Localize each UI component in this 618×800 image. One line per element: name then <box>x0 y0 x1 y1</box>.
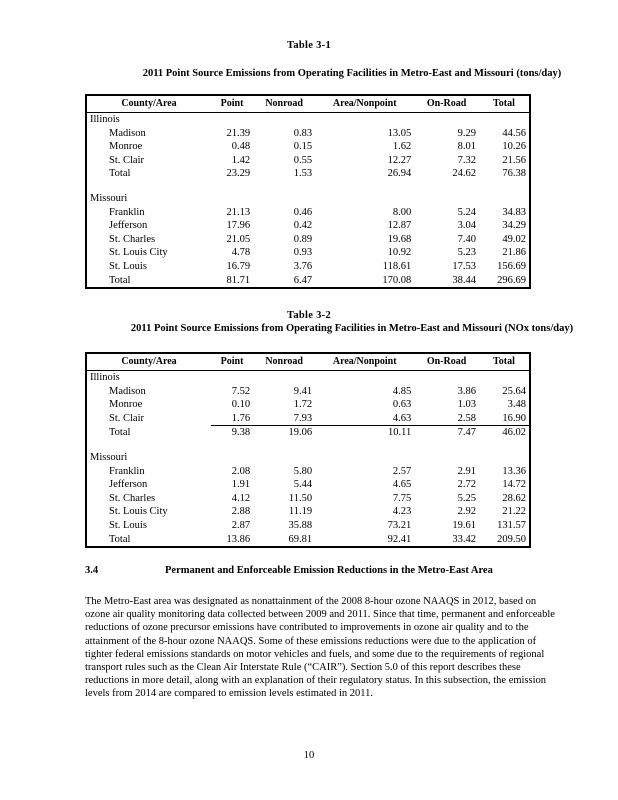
table1-state-row <box>86 192 530 206</box>
cell: 5.23 <box>457 247 476 259</box>
county-name: St. Clair <box>109 413 145 425</box>
cell: 92.41 <box>387 533 412 545</box>
table-row <box>86 260 530 274</box>
cell: 0.48 <box>231 141 251 153</box>
cell: 35.88 <box>288 519 313 531</box>
table1-header-point: Point <box>211 95 253 113</box>
cell: 38.44 <box>452 274 476 286</box>
section-number: 3.4 <box>85 565 99 576</box>
table-row <box>86 465 530 479</box>
cell: 11.50 <box>288 492 313 504</box>
cell: 9.41 <box>293 385 313 397</box>
cell: 118.61 <box>382 260 412 272</box>
cell: 1.76 <box>231 412 251 424</box>
cell: 4.78 <box>231 247 251 259</box>
cell: 13.36 <box>502 465 526 477</box>
cell: 69.81 <box>288 533 313 545</box>
cell: 1.62 <box>392 141 412 153</box>
table-row <box>86 140 530 154</box>
cell: 10.26 <box>502 141 526 153</box>
cell: 16.79 <box>226 260 251 272</box>
county-name: Franklin <box>109 206 145 218</box>
cell: 2.87 <box>231 519 251 531</box>
cell: 1.53 <box>293 168 313 180</box>
table-row <box>86 505 530 519</box>
table2-subtitle: 2011 Point Source Emissions from Operating Facilities in Metro-East and Missouri (NOx tons/day) <box>130 323 574 334</box>
cell: 10.11 <box>315 426 414 440</box>
cell: 1.72 <box>293 399 313 411</box>
spacer-row <box>86 181 530 192</box>
cell: 156.69 <box>497 260 526 272</box>
cell: 13.05 <box>387 127 412 139</box>
table-row <box>86 246 530 260</box>
cell: 19.06 <box>253 426 315 440</box>
cell: 2.92 <box>457 506 476 518</box>
table2-header-county: County/Area <box>86 353 211 371</box>
table-total-row <box>86 274 530 289</box>
table-total-row <box>86 167 530 181</box>
cell: 2.58 <box>457 412 476 424</box>
county-name: St. Charles <box>109 233 156 245</box>
section-title: Permanent and Enforceable Emission Reductions in the Metro-East Area <box>165 565 493 576</box>
state-label: Illinois <box>90 372 120 384</box>
cell: 0.63 <box>392 399 412 411</box>
page-number: 10 <box>303 750 315 761</box>
cell: 3.48 <box>507 399 526 411</box>
cell: 9.38 <box>211 426 253 440</box>
county-name: Madison <box>109 127 146 139</box>
cell: 21.39 <box>226 127 251 139</box>
cell: 44.56 <box>502 127 526 139</box>
county-name: St. Louis <box>109 260 147 272</box>
cell: 21.56 <box>502 154 526 166</box>
cell: 23.29 <box>226 168 251 180</box>
cell: 5.24 <box>457 206 476 218</box>
table-row <box>86 398 530 412</box>
cell: 26.94 <box>387 168 412 180</box>
cell: 34.29 <box>502 220 526 232</box>
county-name: Total <box>109 168 131 180</box>
cell: 5.80 <box>293 465 313 477</box>
cell: 0.42 <box>293 220 313 232</box>
cell: 3.04 <box>457 220 476 232</box>
cell: 4.12 <box>231 492 251 504</box>
table2-header-onroad: On-Road <box>414 353 479 371</box>
cell: 4.23 <box>392 506 412 518</box>
cell: 1.42 <box>231 154 251 166</box>
cell: 7.32 <box>457 154 476 166</box>
table-row <box>86 233 530 247</box>
cell: 28.62 <box>502 492 526 504</box>
state-label: Illinois <box>90 114 120 126</box>
cell: 4.65 <box>392 479 412 491</box>
cell: 81.71 <box>226 274 251 286</box>
section-heading <box>85 565 615 576</box>
cell: 0.89 <box>293 233 313 245</box>
cell: 7.40 <box>457 233 476 245</box>
table-row <box>86 219 530 233</box>
cell: 33.42 <box>452 533 476 545</box>
cell: 4.85 <box>392 385 412 397</box>
cell: 34.83 <box>502 206 526 218</box>
cell: 73.21 <box>387 519 412 531</box>
table-row <box>86 492 530 506</box>
cell: 12.27 <box>387 154 412 166</box>
cell: 17.96 <box>226 220 251 232</box>
county-name: St. Louis City <box>109 247 168 259</box>
cell: 46.02 <box>479 426 530 440</box>
cell: 3.86 <box>457 385 476 397</box>
spacer-row <box>86 440 530 451</box>
county-name: St. Charles <box>109 492 156 504</box>
cell: 25.64 <box>502 385 526 397</box>
cell: 19.68 <box>387 233 412 245</box>
cell: 13.86 <box>226 533 251 545</box>
table1-state-row <box>86 113 530 127</box>
table2-header-area: Area/Nonpoint <box>315 353 414 371</box>
cell: 12.87 <box>387 220 412 232</box>
cell: 2.57 <box>392 465 412 477</box>
cell: 0.93 <box>293 247 313 259</box>
table1-header-nonroad: Nonroad <box>253 95 315 113</box>
cell: 10.92 <box>387 247 412 259</box>
county-name: Madison <box>109 385 146 397</box>
state-label: Missouri <box>90 193 128 205</box>
cell: 8.00 <box>392 206 412 218</box>
county-name: St. Louis <box>109 519 147 531</box>
cell: 0.55 <box>293 154 313 166</box>
cell: 0.10 <box>231 399 251 411</box>
cell: 7.75 <box>392 492 412 504</box>
table2-state-row <box>86 451 530 465</box>
cell: 11.19 <box>288 506 313 518</box>
state-label: Missouri <box>90 452 128 464</box>
cell: 0.15 <box>293 141 313 153</box>
table2 <box>85 352 531 548</box>
cell: 4.63 <box>392 412 412 424</box>
table1-header-row <box>86 95 530 113</box>
body-paragraph: The Metro-East area was designated as nonattainment of the 2008 8-hour ozone NAAQS in 2012, based on ozone air quality monitoring data collected between 2009 and 2011. Since that time, permanent and enforceable reductions of ozone precursor emissions have contributed to improvements in ozone air quality and to the attainment of the 8-hour ozone NAAQS. Some of these emissions reductions were due to the application of tighter federal emissions standards on motor vehicles and fuels, and some due to the requirements of regional transport rules such as the Clean Air Interstate Rule (“CAIR”). Section 5.0 of this report describes these reductions in more detail, along with an explanation of their regulatory status. In this subsection, the emission levels from 2014 are compared to emission levels estimated in 2011. <box>85 596 555 700</box>
cell: 7.52 <box>231 385 251 397</box>
table-row <box>86 519 530 533</box>
cell: 1.91 <box>231 479 251 491</box>
table-row <box>86 385 530 399</box>
cell: 0.83 <box>293 127 313 139</box>
county-name: Monroe <box>109 141 143 153</box>
table-row <box>86 127 530 141</box>
cell: 6.47 <box>293 274 313 286</box>
table1 <box>85 94 531 289</box>
table2-header-nonroad: Nonroad <box>253 353 315 371</box>
cell: 3.76 <box>293 260 313 272</box>
table1-subtitle: 2011 Point Source Emissions from Operating Facilities in Metro-East and Missouri (tons/day) <box>142 68 562 79</box>
county-name: Franklin <box>109 465 145 477</box>
cell: 0.46 <box>293 206 313 218</box>
cell: 5.44 <box>293 479 313 491</box>
cell: 7.47 <box>414 426 479 440</box>
cell: 296.69 <box>497 274 526 286</box>
table-row <box>86 478 530 492</box>
table-total-row <box>86 533 530 548</box>
cell: 21.22 <box>502 506 526 518</box>
county-name: Jefferson <box>109 220 148 232</box>
cell: 7.93 <box>293 412 313 424</box>
table1-header-county: County/Area <box>86 95 211 113</box>
table-total-row <box>86 426 530 440</box>
cell: 14.72 <box>502 479 526 491</box>
cell: 21.86 <box>502 247 526 259</box>
table2-title: Table 3-2 <box>286 310 332 321</box>
table1-header-onroad: On-Road <box>414 95 479 113</box>
cell: 24.62 <box>452 168 476 180</box>
table1-header-total: Total <box>479 95 530 113</box>
cell: 19.61 <box>452 519 476 531</box>
county-name: Total <box>109 427 131 439</box>
table-row <box>86 206 530 220</box>
cell: 16.90 <box>502 412 526 424</box>
cell: 5.25 <box>457 492 476 504</box>
table2-header-total: Total <box>479 353 530 371</box>
county-name: Monroe <box>109 399 143 411</box>
cell: 21.13 <box>226 206 251 218</box>
cell: 21.05 <box>226 233 251 245</box>
cell: 1.03 <box>457 399 476 411</box>
cell: 131.57 <box>497 519 526 531</box>
table-row <box>86 154 530 168</box>
table2-header-row <box>86 353 530 371</box>
cell: 170.08 <box>382 274 412 286</box>
cell: 2.91 <box>457 465 476 477</box>
cell: 76.38 <box>502 168 526 180</box>
cell: 209.50 <box>497 533 526 545</box>
table-row <box>86 412 530 426</box>
table1-title: Table 3-1 <box>286 40 332 51</box>
cell: 8.01 <box>457 141 476 153</box>
cell: 9.29 <box>457 127 476 139</box>
county-name: Total <box>109 533 131 545</box>
cell: 2.72 <box>457 479 476 491</box>
table2-header-point: Point <box>211 353 253 371</box>
cell: 2.08 <box>231 465 251 477</box>
table2-state-row <box>86 371 530 385</box>
county-name: Total <box>109 274 131 286</box>
table1-header-area: Area/Nonpoint <box>315 95 414 113</box>
county-name: St. Clair <box>109 154 145 166</box>
county-name: St. Louis City <box>109 506 168 518</box>
cell: 17.53 <box>452 260 476 272</box>
cell: 2.88 <box>231 506 251 518</box>
county-name: Jefferson <box>109 479 148 491</box>
cell: 49.02 <box>502 233 526 245</box>
